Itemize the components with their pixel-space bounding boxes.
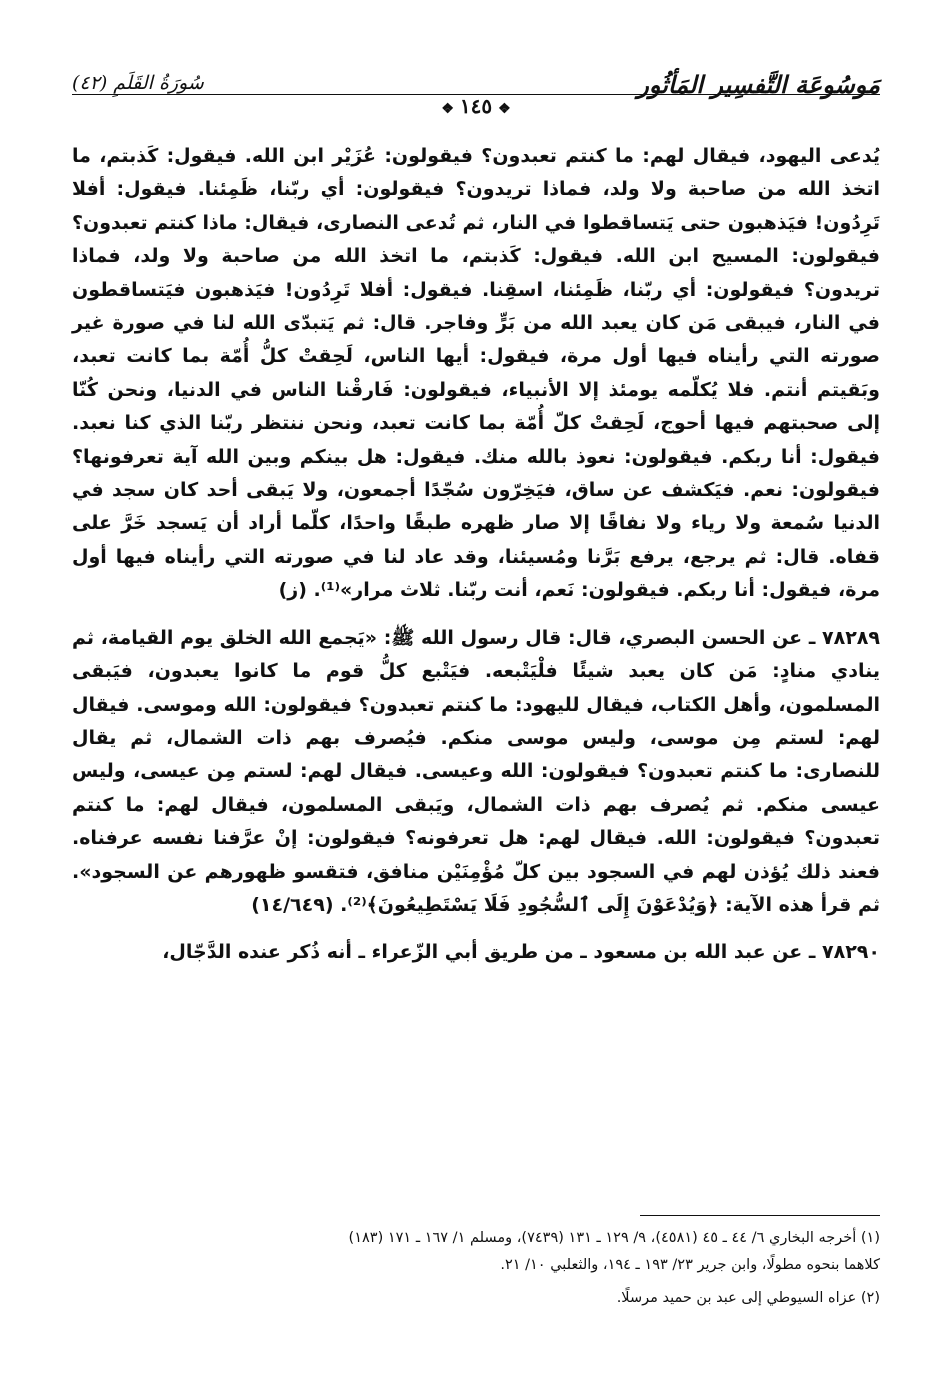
entry-number: ٧٨٢٩٠ (822, 941, 880, 964)
book-title: مَوسُوعَة التَّفسِير المَأثُور (637, 70, 880, 99)
entry-number: ٧٨٢٨٩ (822, 626, 880, 649)
footnote-divider (640, 1215, 880, 1216)
footnote-1-line-1: (١) أخرجه البخاري ٦/ ٤٤ ـ ٤٥ (٤٥٨١)، ٩/ ١٢٩ ـ ١٣١ (٧٤٣٩)، ومسلم ١/ ١٦٧ ـ ١٧١ (١٨٣) (348, 1230, 880, 1246)
entry-78290 (72, 936, 880, 969)
footnote-1-line-2: كلاهما بنحوه مطولًا، وابن جرير ٢٣/ ١٩٣ ـ ١٩٤، والثعلبي ١٠/ ٢١. (500, 1257, 880, 1273)
entry-78289 (72, 622, 880, 923)
header-divider (72, 94, 880, 95)
footnotes (72, 1225, 880, 1312)
surah-title: سُورَةُ القَلَمِ (٤٢) (72, 72, 204, 94)
ornament-left-icon: ❖ (441, 101, 454, 117)
page-number (72, 94, 880, 118)
ornament-right-icon: ❖ (498, 101, 511, 117)
main-text (72, 140, 880, 970)
footnote-2: (٢) عزاه السيوطي إلى عبد بن حميد مرسلًا. (616, 1290, 880, 1306)
page-number-value: ١٤٥ (459, 94, 493, 118)
paragraph-continuation: يُدعى اليهود، فيقال لهم: ما كنتم تعبدون؟ فيقولون: عُزَيْر ابن الله. فيقول: كَذبتم، ما اتخذ الله من صاحبة ولا ولد، فماذا تريدون؟ فيقولون: أي ربّنا، ظَمِئنا. فيقول: أفلا تَرِدُون! فيَذهبون حتى يَتساقطوا في النار، ثم تُدعى النصارى، فيقال: ماذا كنتم تعبدون؟ فيقولون: المسيح ابن الله. فيقول: كَذبتم، ما اتخذ الله من صاحبة ولا ولد، فماذا تريدون؟ فيقولون: أي ربّنا، ظَمِئنا، اسقِنا. فيقول: أفلا تَرِدُون! فيَذهبون فيَتساقطون في النار، فيبقى مَن كان يعبد الله من بَرٍّ وفاجر. قال: ثم يَتبدّى الله لنا في صورة غير صورته التي رأيناه فيها أول مرة، فيقول: أيها الناس، لَحِقتْ كلُّ أُمّة بما كانت تعبد، وبَقيتم أنتم. فلا يُكلّمه يومئذ إلا الأنبياء، فيقولون: فَارقْنا الناس في الدنيا، ونحن كُنّا إلى صحبتهم فيها أحوج، لَحِقتْ كلّ أُمّة بما كانت تعبد، ونحن ننتظر ربّنا الذي كنا نعبد. فيقول: أنا ربكم. فيقولون: نعوذ بالله منك. فيقول: هل بينكم وبين الله آية تعرفونها؟ فيقولون: نعم. فيَكشف عن ساق، فيَخِرّون سُجّدًا أجمعون، ولا يَبقى أحد كان سجد في الدنيا سُمعة ولا رياء ولا نفاقًا إلا صار ظهره طبقًا واحدًا، كلّما أراد أن يَسجد خَرَّ على قفاه. قال: ثم يرجع، يرفع بَرَّنا ومُسيئنا، وقد عاد لنا في صورته التي رأيناه فيها أول مرة، فيقول: أنا ربكم. فيقولون: نَعم، أنت ربّنا. ثلاث مرار»⁽¹⁾. (ز) (72, 145, 880, 602)
entry-text: ـ عن عبد الله بن مسعود ـ من طريق أبي الزّعراء ـ أنه ذُكر عنده الدَّجّال، (162, 941, 823, 964)
running-header (72, 66, 880, 118)
entry-text: ـ عن الحسن البصري، قال: قال رسول الله ﷺ: «يَجمع الله الخلق يوم القيامة، ثم ينادي منادٍ: مَن كان يعبد شيئًا فلْيَتْبعه. فيَتْبع كلُّ قوم ما كانوا يعبدون، فيَبقى المسلمون، وأهل الكتاب، فيقال لليهود: ما كنتم تعبدون؟ فيقولون: الله وموسى. فيقال لهم: لستم مِن موسى، وليس موسى منكم. فيُصرف بهم ذات الشمال، ثم يقال للنصارى: ما كنتم تعبدون؟ فيقولون: الله وعيسى. فيقال لهم: لستم مِن عيسى، وليس عيسى منكم. ثم يُصرف بهم ذات الشمال، ويَبقى المسلمون، فيقال لهم: ما كنتم تعبدون؟ فيقولون: الله. فيقال لهم: هل تعرفونه؟ فيقولون: إنْ عرَّفنا نفسه عرفناه. فعند ذلك يُؤذن لهم في السجود بين كلّ مُؤْمِنَيْن منافق، فتقسو ظهورهم عن السجود». ثم قرأ هذه الآية: ﴿وَيُدْعَوْنَ إِلَى ٱلسُّجُودِ فَلَا يَسْتَطِيعُونَ﴾⁽²⁾. (١٤/٦٤٩) (72, 626, 880, 916)
